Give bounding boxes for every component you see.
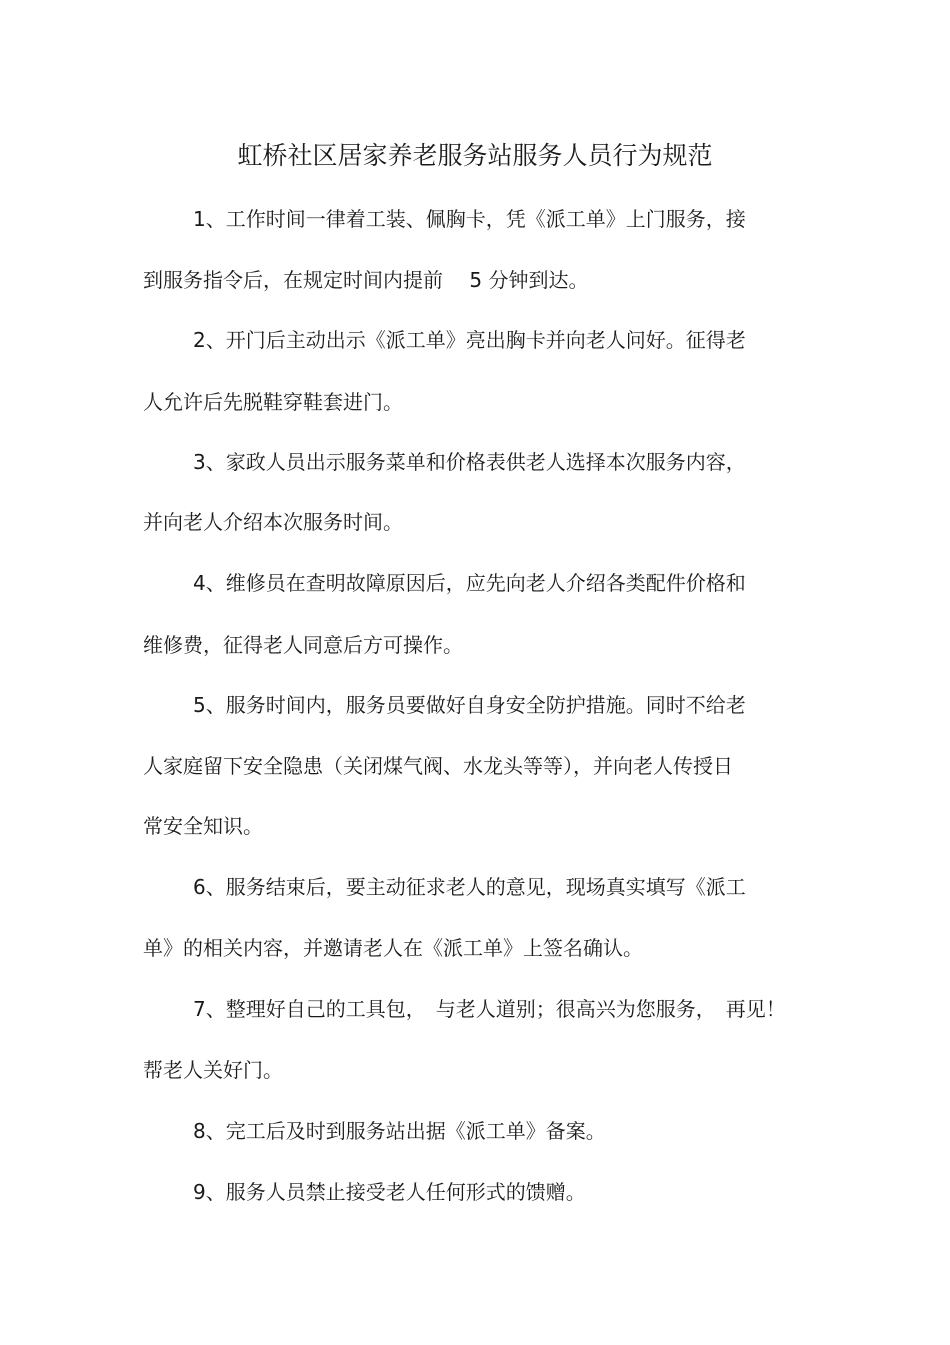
rule-4-line-1: 4、维修员在查明故障原因后，应先向老人介绍各类配件价格和: [193, 571, 746, 595]
rule-3-line-1: 3、家政人员出示服务菜单和价格表供老人选择本次服务内容，: [193, 450, 746, 474]
rule-6-line-2: 单》的相关内容，并邀请老人在《派工单》上签名确认。: [143, 936, 643, 960]
rule-2-line-1: 2、开门后主动出示《派工单》亮出胸卡并向老人问好。征得老: [193, 328, 746, 352]
rule-4-line-2: 维修费，征得老人同意后方可操作。: [143, 633, 463, 657]
rule-6-line-1: 6、服务结束后，要主动征求老人的意见，现场真实填写《派工: [193, 875, 746, 899]
rule-7-line-2: 帮老人关好门。: [143, 1058, 283, 1082]
document-title: 虹桥社区居家养老服务站服务人员行为规范: [237, 141, 713, 170]
rule-1-line-1: 1、工作时间一律着工装、佩胸卡，凭《派工单》上门服务，接: [193, 207, 746, 231]
rule-1-line-2: 到服务指令后，在规定时间内提前 5 分钟到达。: [143, 268, 589, 292]
rule-5-line-1: 5、服务时间内，服务员要做好自身安全防护措施。同时不给老: [193, 693, 746, 717]
rule-8-line-1: 8、完工后及时到服务站出据《派工单》备案。: [193, 1119, 606, 1143]
rule-5-line-3: 常安全知识。: [143, 814, 263, 838]
rule-5-line-2: 人家庭留下安全隐患（关闭煤气阀、水龙头等等），并向老人传授日: [143, 754, 733, 778]
rule-2-line-2: 人允许后先脱鞋穿鞋套进门。: [143, 390, 403, 414]
rule-9-line-1: 9、服务人员禁止接受老人任何形式的馈赠。: [193, 1180, 586, 1204]
rule-7-line-1: 7、整理好自己的工具包， 与老人道别；很高兴为您服务， 再见！: [193, 997, 786, 1021]
rule-3-line-2: 并向老人介绍本次服务时间。: [143, 510, 403, 534]
